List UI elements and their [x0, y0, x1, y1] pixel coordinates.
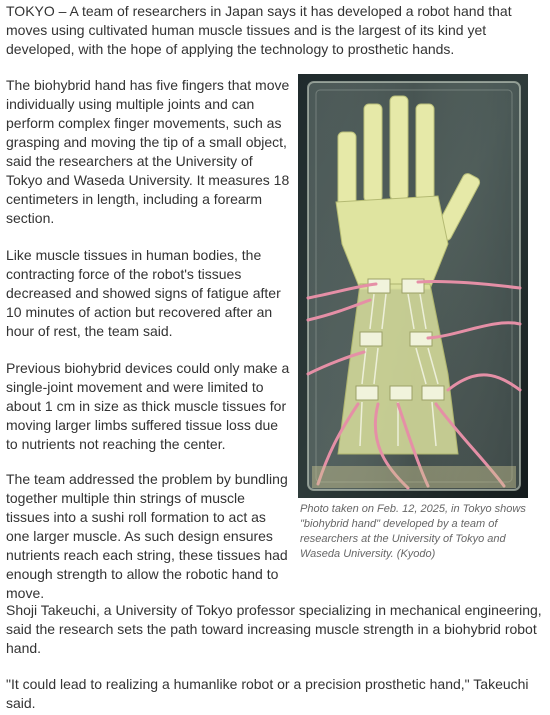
article-figure	[298, 74, 528, 562]
paragraph-previous-devices: Previous biohybrid devices could only make a single-joint movement and were limited to about 1 cm in size as thick muscle tissues for moving larger limbs suffered tissue loss due to nutrients not reaching the center.	[6, 360, 290, 452]
paragraph-quote: "It could lead to realizing a humanlike robot or a precision prosthetic hand," Takeuchi said.	[6, 676, 529, 711]
paragraph-sushi-roll: The team addressed the problem by bundling together multiple thin strings of muscle tissues into a sushi roll formation to act as one larger muscle. As such design ensures nutrients reach each string, these tissues had enough strength to allow the robotic hand to move.	[6, 471, 288, 601]
photo-caption: Photo taken on Feb. 12, 2025, in Tokyo shows "biohybrid hand" developed by a team of researchers at the University of Tokyo and Waseda University. (Kyodo)	[300, 503, 526, 560]
paragraph-intro: TOKYO – A team of researchers in Japan says it has developed a robot hand that moves using cultivated human muscle tissues and is the largest of its kind yet developed, with the hope of applying the technology to prosthetic hands.	[6, 3, 512, 57]
paragraph-hand-description: The biohybrid hand has five fingers that move individually using multiple joints and can perform complex finger movements, such as grasping and moving the tip of a small object, said the researchers at the University of Tokyo and Waseda University. It measures 18 centimeters in length, including a forearm section.	[6, 77, 290, 226]
robot-hand-photo	[298, 74, 528, 498]
paragraph-takeuchi: Shoji Takeuchi, a University of Tokyo professor specializing in mechanical engineering, said the research sets the path toward increasing muscle strength in a biohybrid robot hand.	[6, 602, 542, 656]
paragraph-fatigue: Like muscle tissues in human bodies, the contracting force of the robot's tissues decreased and showed signs of fatigue after 10 minutes of action but recovered after an hour of rest, the team said.	[6, 247, 281, 339]
